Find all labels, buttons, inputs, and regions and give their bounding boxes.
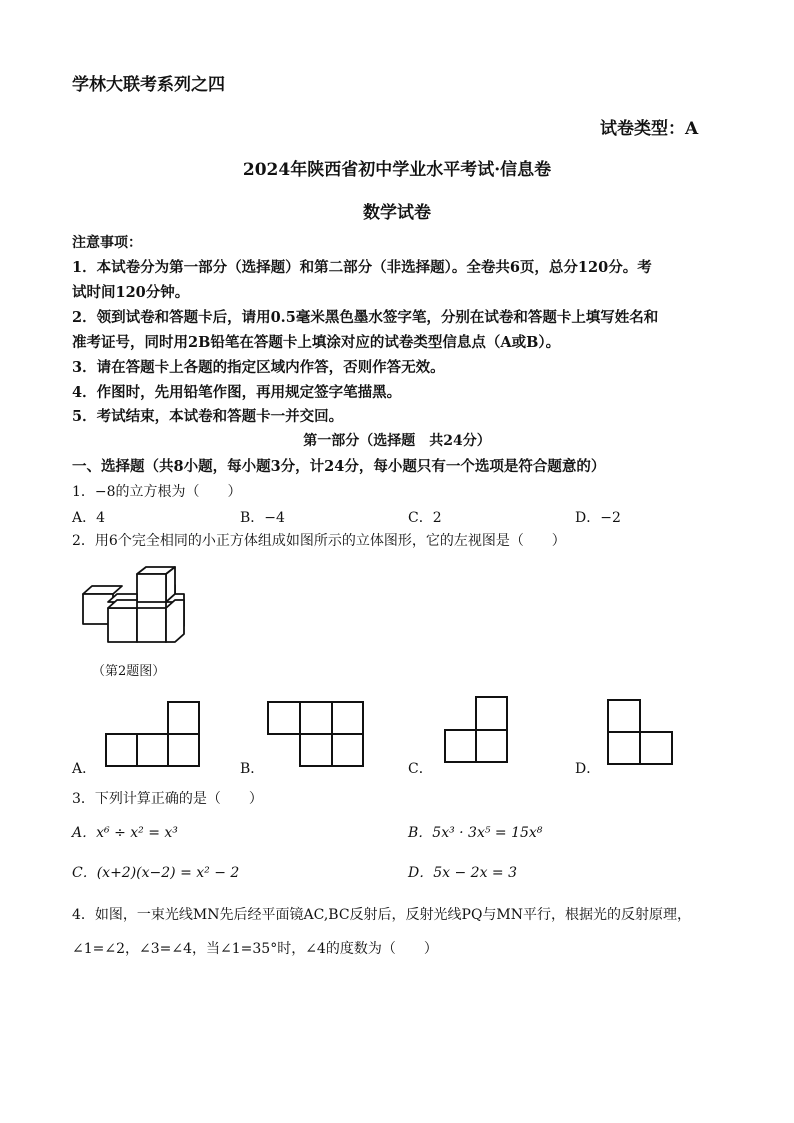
q3-option-a: A．x⁶ ÷ x² = x³ xyxy=(72,825,178,841)
q3-option-b: B．5x³ · 3x⁵ = 15x⁸ xyxy=(408,825,543,841)
subject-title: 数学试卷 xyxy=(363,203,431,223)
notes-heading: 注意事项： xyxy=(72,235,142,251)
series-title: 学林大联考系列之四 xyxy=(72,75,225,95)
q1-stem: 1．−8的立方根为（ ） xyxy=(72,484,242,500)
q1-option-a: A．4 xyxy=(72,510,106,526)
q1-option-b: B．−4 xyxy=(240,510,285,526)
note-line: 1．本试卷分为第一部分（选择题）和第二部分（非选择题）。全卷共6页，总分120分。考 xyxy=(72,259,652,276)
q3-stem: 3．下列计算正确的是（ ） xyxy=(72,791,263,807)
note-line: 3．请在答题卡上各题的指定区域内作答，否则作答无效。 xyxy=(72,359,445,376)
q3-option-c: C．(x+2)(x−2) = x² − 2 xyxy=(72,865,240,881)
note-line: 2．领到试卷和答题卡后，请用0.5毫米黑色墨水签字笔，分别在试卷和答题卡上填写姓名和 xyxy=(72,309,659,326)
q2-option-a-figure xyxy=(102,700,202,768)
q2-solid-figure xyxy=(78,564,190,648)
q2-option-c-figure xyxy=(442,695,512,765)
note-line: 准考证号，同时用2B铅笔在答题卡上填涂对应的试卷类型信息点（A或B）。 xyxy=(72,334,561,351)
q4-stem-line2: ∠1=∠2，∠3=∠4，当∠1=35°时，∠4的度数为（ ） xyxy=(72,941,438,957)
q4-stem-line1: 4．如图，一束光线MN先后经平面镜AC,BC反射后，反射光线PQ与MN平行，根据光的反射原理， xyxy=(72,907,692,923)
q2-option-d-figure xyxy=(605,698,677,768)
paper-type: 试卷类型：A xyxy=(600,119,699,139)
exam-title: 2024年陕西省初中学业水平考试·信息卷 xyxy=(242,160,552,180)
q2-figure-caption: （第2题图） xyxy=(92,664,166,679)
section-heading: 一、选择题（共8小题，每小题3分，计24分，每小题只有一个选项是符合题意的） xyxy=(72,458,606,475)
q2-stem: 2．用6个完全相同的小正方体组成如图所示的立体图形，它的左视图是（ ） xyxy=(72,533,566,549)
q2-option-c: C． xyxy=(408,761,433,777)
q2-option-a: A． xyxy=(72,761,97,777)
q2-option-b: B． xyxy=(240,761,265,777)
note-line: 5．考试结束，本试卷和答题卡一并交回。 xyxy=(72,408,344,425)
note-line: 4．作图时，先用铅笔作图，再用规定签字笔描黑。 xyxy=(72,384,402,401)
part1-heading: 第一部分（选择题 共24分） xyxy=(303,433,491,449)
q3-option-d: D．5x − 2x = 3 xyxy=(408,865,517,881)
q2-option-d: D． xyxy=(575,761,601,777)
q2-option-b-figure xyxy=(265,700,367,768)
note-line: 试时间120分钟。 xyxy=(72,284,190,301)
q1-option-d: D．−2 xyxy=(575,510,621,526)
q1-option-c: C．2 xyxy=(408,510,442,526)
